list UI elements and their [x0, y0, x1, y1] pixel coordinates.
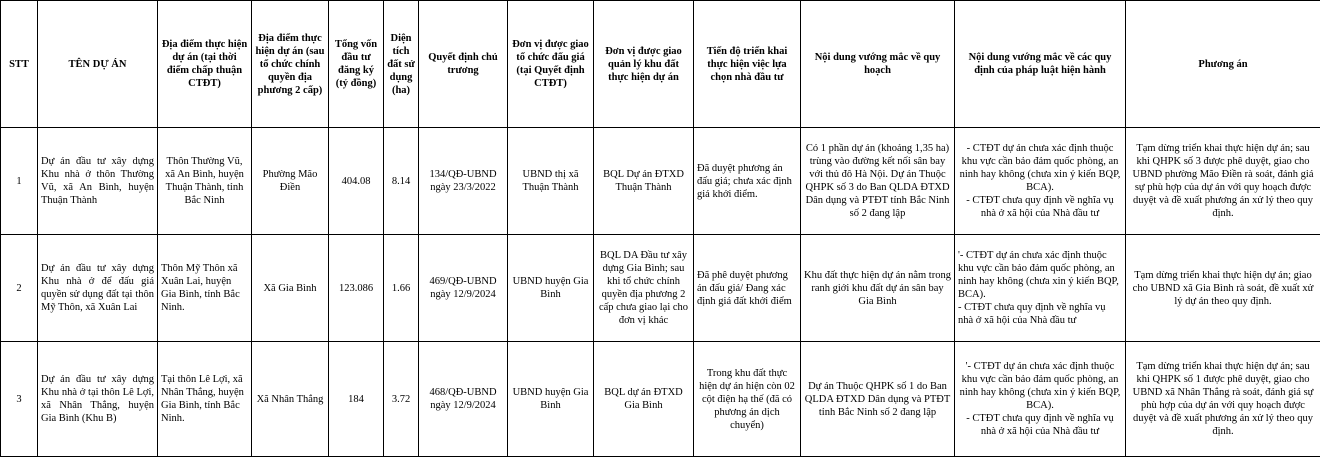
cell-ten-du-an: Dự án đầu tư xây dựng Khu nhà ở tại thôn Lê Lợi, xã Nhân Thắng, huyện Gia Bình (Khu B) [38, 342, 158, 457]
cell-don-vi-quan-ly: BQL Dự án ĐTXD Thuận Thành [594, 128, 694, 235]
cell-don-vi-giao: UBND thị xã Thuận Thành [508, 128, 594, 235]
cell-tong-von: 184 [329, 342, 384, 457]
cell-don-vi-giao: UBND huyện Gia Bình [508, 235, 594, 342]
cell-dien-tich: 8.14 [384, 128, 419, 235]
header-dia-diem-moi: Địa điểm thực hiện dự án (sau tổ chức chính quyền địa phương 2 cấp) [252, 1, 329, 128]
header-row [1, 1, 1320, 128]
cell-tien-do: Đã phê duyệt phương án đấu giá/ Đang xác định giá đất khởi điểm [694, 235, 801, 342]
cell-dia-diem-cu: Thôn Mỹ Thôn xã Xuân Lai, huyện Gia Bình, tỉnh Bắc Ninh. [158, 235, 252, 342]
cell-stt: 1 [1, 128, 38, 235]
cell-dia-diem-cu: Tại thôn Lê Lợi, xã Nhân Thắng, huyện Gia Bình, tỉnh Bắc Ninh. [158, 342, 252, 457]
cell-dia-diem-moi: Phường Mão Điền [252, 128, 329, 235]
header-vuong-mac-phap-luat: Nội dung vướng mắc về các quy định của pháp luật hiện hành [955, 1, 1126, 128]
cell-ten-du-an: Dự án đầu tư xây dựng Khu nhà ở thôn Thường Vũ, xã An Bình, huyện Thuận Thành [38, 128, 158, 235]
cell-dia-diem-cu: Thôn Thường Vũ, xã An Bình, huyện Thuận Thành, tỉnh Bắc Ninh [158, 128, 252, 235]
cell-vuong-mac-quy-hoach: Có 1 phần dự án (khoảng 1,35 ha) trùng vào đường kết nối sân bay với thủ đô Hà Nội. Dự án Thuộc QHPK số 3 do Ban QLDA ĐTXD Dân dụng và PTĐT tỉnh Bắc Ninh số 2 đang lập [801, 128, 955, 235]
cell-vuong-mac-quy-hoach: Khu đất thực hiện dự án nằm trong ranh giới khu đất dự án sân bay Gia Bình [801, 235, 955, 342]
cell-don-vi-quan-ly: BQL DA Đầu tư xây dựng Gia Bình; sau khi tổ chức chính quyền địa phương 2 cấp chưa giao lại cho đơn vị khác [594, 235, 694, 342]
cell-quyet-dinh: 468/QĐ-UBND ngày 12/9/2024 [419, 342, 508, 457]
table-row [1, 342, 1320, 457]
cell-vuong-mac-quy-hoach: Dự án Thuộc QHPK số 1 do Ban QLDA ĐTXD Dân dụng và PTĐT tỉnh Bắc Ninh số 2 đang lập [801, 342, 955, 457]
table-row [1, 128, 1320, 235]
cell-tong-von: 404.08 [329, 128, 384, 235]
header-dien-tich: Diện tích đất sử dụng (ha) [384, 1, 419, 128]
table-row [1, 235, 1320, 342]
cell-stt: 3 [1, 342, 38, 457]
cell-phuong-an: Tạm dừng triển khai thực hiện dự án; sau khi QHPK số 3 được phê duyệt, giao cho UBND phường Mão Điền rà soát, đánh giá sự phù hợp của dự án với quy hoạch được duyệt và đề xuất phương án xử lý theo quy định. [1126, 128, 1320, 235]
cell-don-vi-quan-ly: BQL dự án ĐTXD Gia Bình [594, 342, 694, 457]
header-stt: STT [1, 1, 38, 128]
cell-stt: 2 [1, 235, 38, 342]
cell-tien-do: Đã duyệt phương án đấu giá; chưa xác định giá khởi điểm. [694, 128, 801, 235]
header-ten-du-an: TÊN DỰ ÁN [38, 1, 158, 128]
cell-vuong-mac-phap-luat [955, 128, 1126, 235]
cell-phuong-an: Tạm dừng triển khai thực hiện dự án; giao cho UBND xã Gia Bình rà soát, đề xuất xử lý dự án theo quy định. [1126, 235, 1320, 342]
cell-dia-diem-moi: Xã Gia Bình [252, 235, 329, 342]
vuong-mac-phap-luat-item: - CTĐT chưa quy định về nghĩa vụ nhà ở xã hội của Nhà đầu tư [966, 195, 1114, 219]
cell-tong-von: 123.086 [329, 235, 384, 342]
vuong-mac-phap-luat-item: - CTĐT chưa quy định về nghĩa vụ nhà ở xã hội của Nhà đầu tư [958, 302, 1106, 326]
vuong-mac-phap-luat-item: - CTĐT dự án chưa xác định thuộc khu vực cần bảo đảm quốc phòng, an ninh hay không (chưa xin ý kiến BQP, BCA). [959, 143, 1121, 193]
header-tien-do: Tiến độ triển khai thực hiện việc lựa chọn nhà đầu tư [694, 1, 801, 128]
cell-vuong-mac-phap-luat [955, 342, 1126, 457]
cell-quyet-dinh: 134/QĐ-UBND ngày 23/3/2022 [419, 128, 508, 235]
cell-dien-tich: 3.72 [384, 342, 419, 457]
header-vuong-mac-quy-hoach: Nội dung vướng mắc về quy hoạch [801, 1, 955, 128]
header-tong-von: Tổng vốn đầu tư đăng ký (tỷ đồng) [329, 1, 384, 128]
cell-don-vi-giao: UBND huyện Gia Bình [508, 342, 594, 457]
cell-phuong-an: Tạm dừng triển khai thực hiện dự án; sau khi QHPK số 1 được phê duyệt, giao cho UBND xã Nhân Thắng rà soát, đánh giá sự phù hợp của dự án với quy hoạch được duyệt và đề xuất phương án xử lý theo quy định. [1126, 342, 1320, 457]
header-dia-diem-cu: Địa điểm thực hiện dự án (tại thời điểm chấp thuận CTĐT) [158, 1, 252, 128]
cell-tien-do: Trong khu đất thực hiện dự án hiện còn 02 cột điện hạ thế (đã có phương án dịch chuyển) [694, 342, 801, 457]
header-don-vi-quan-ly: Đơn vị được giao quản lý khu đất thực hiện dự án [594, 1, 694, 128]
vuong-mac-phap-luat-item: '- CTĐT dự án chưa xác định thuộc khu vực cần bảo đảm quốc phòng, an ninh hay không (chưa xin ý kiến BQP, BCA). [958, 250, 1119, 300]
cell-vuong-mac-phap-luat [955, 235, 1126, 342]
header-phuong-an: Phương án [1126, 1, 1320, 128]
cell-quyet-dinh: 469/QĐ-UBND ngày 12/9/2024 [419, 235, 508, 342]
header-don-vi-giao: Đơn vị được giao tổ chức đấu giá (tại Quyết định CTĐT) [508, 1, 594, 128]
vuong-mac-phap-luat-item: - CTĐT chưa quy định về nghĩa vụ nhà ở xã hội của Nhà đầu tư [966, 413, 1114, 437]
cell-dien-tich: 1.66 [384, 235, 419, 342]
cell-ten-du-an: Dự án đầu tư xây dựng Khu nhà ở để đấu giá quyền sử dụng đất tại thôn Mỹ Thôn, xã Xuân Lai [38, 235, 158, 342]
vuong-mac-phap-luat-item: '- CTĐT dự án chưa xác định thuộc khu vực cần bảo đảm quốc phòng, an ninh hay không (chưa xin ý kiến BQP, BCA). [959, 361, 1121, 411]
header-quyet-dinh: Quyết định chủ trương [419, 1, 508, 128]
cell-dia-diem-moi: Xã Nhân Thắng [252, 342, 329, 457]
